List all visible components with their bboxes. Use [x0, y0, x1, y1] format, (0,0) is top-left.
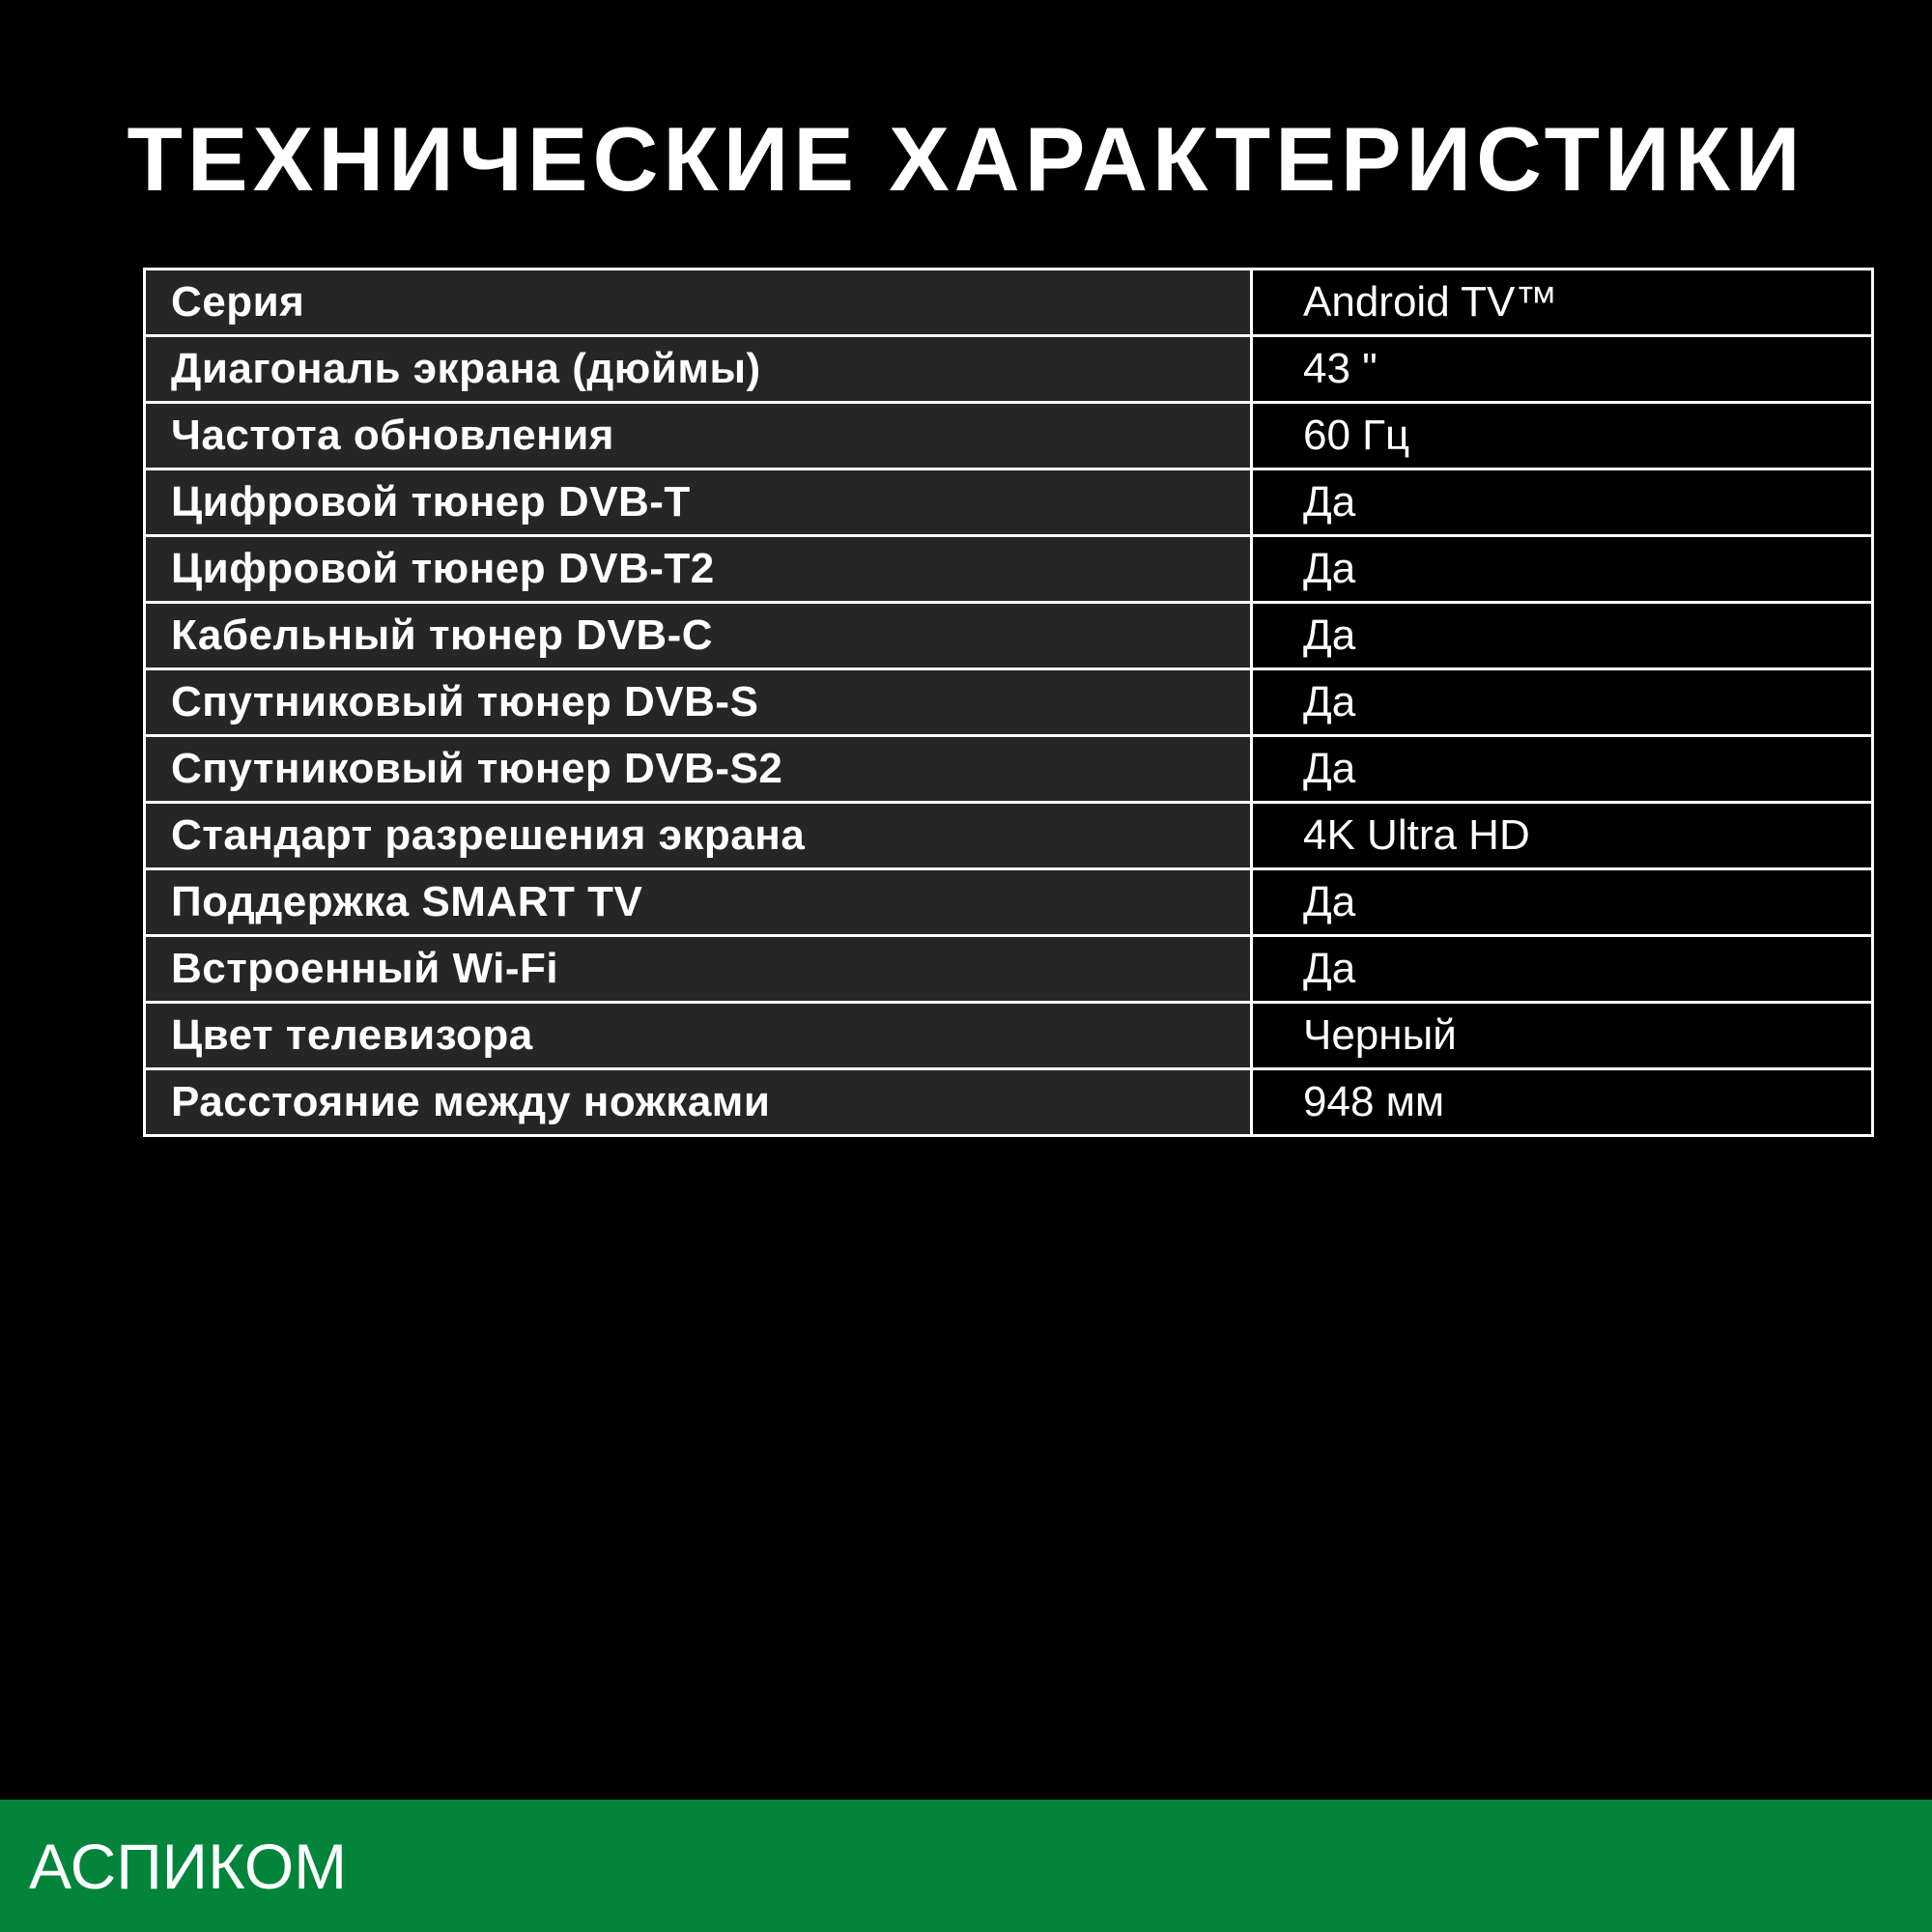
specs-table: [143, 268, 1874, 1137]
table-row: [145, 403, 1873, 469]
spec-key: Спутниковый тюнер DVB-S2: [145, 736, 1252, 803]
spec-value: Да: [1252, 669, 1873, 736]
spec-value: 60 Гц: [1252, 403, 1873, 469]
brand-name: АСПИКОМ: [29, 1831, 348, 1902]
spec-value: Черный: [1252, 1003, 1873, 1069]
spec-value: Да: [1252, 469, 1873, 536]
spec-value: 43 ": [1252, 336, 1873, 403]
spec-value: Да: [1252, 869, 1873, 936]
table-row: [145, 270, 1873, 336]
spec-key: Диагональ экрана (дюймы): [145, 336, 1252, 403]
spec-value: Да: [1252, 603, 1873, 669]
spec-value: Да: [1252, 936, 1873, 1003]
spec-value: 948 мм: [1252, 1069, 1873, 1136]
spec-key: Цифровой тюнер DVB-T: [145, 469, 1252, 536]
table-row: [145, 803, 1873, 869]
spec-key: Поддержка SMART TV: [145, 869, 1252, 936]
spec-key: Спутниковый тюнер DVB-S: [145, 669, 1252, 736]
spec-key: Цифровой тюнер DVB-T2: [145, 536, 1252, 603]
table-row: [145, 1069, 1873, 1136]
spec-key: Встроенный Wi-Fi: [145, 936, 1252, 1003]
table-row: [145, 736, 1873, 803]
spec-key: Серия: [145, 270, 1252, 336]
spec-key: Частота обновления: [145, 403, 1252, 469]
spec-key: Стандарт разрешения экрана: [145, 803, 1252, 869]
spec-key: Расстояние между ножками: [145, 1069, 1252, 1136]
page-title: ТЕХНИЧЕСКИЕ ХАРАКТЕРИСТИКИ: [127, 108, 1805, 210]
table-row: [145, 1003, 1873, 1069]
spec-value: Да: [1252, 536, 1873, 603]
spec-key: Кабельный тюнер DVB-C: [145, 603, 1252, 669]
spec-value: 4K Ultra HD: [1252, 803, 1873, 869]
table-row: [145, 336, 1873, 403]
table-row: [145, 469, 1873, 536]
table-row: [145, 869, 1873, 936]
spec-value: Android TV™: [1252, 270, 1873, 336]
table-row: [145, 669, 1873, 736]
table-row: [145, 936, 1873, 1003]
footer-bar: [0, 1800, 1932, 1932]
table-row: [145, 603, 1873, 669]
spec-key: Цвет телевизора: [145, 1003, 1252, 1069]
table-row: [145, 536, 1873, 603]
spec-value: Да: [1252, 736, 1873, 803]
